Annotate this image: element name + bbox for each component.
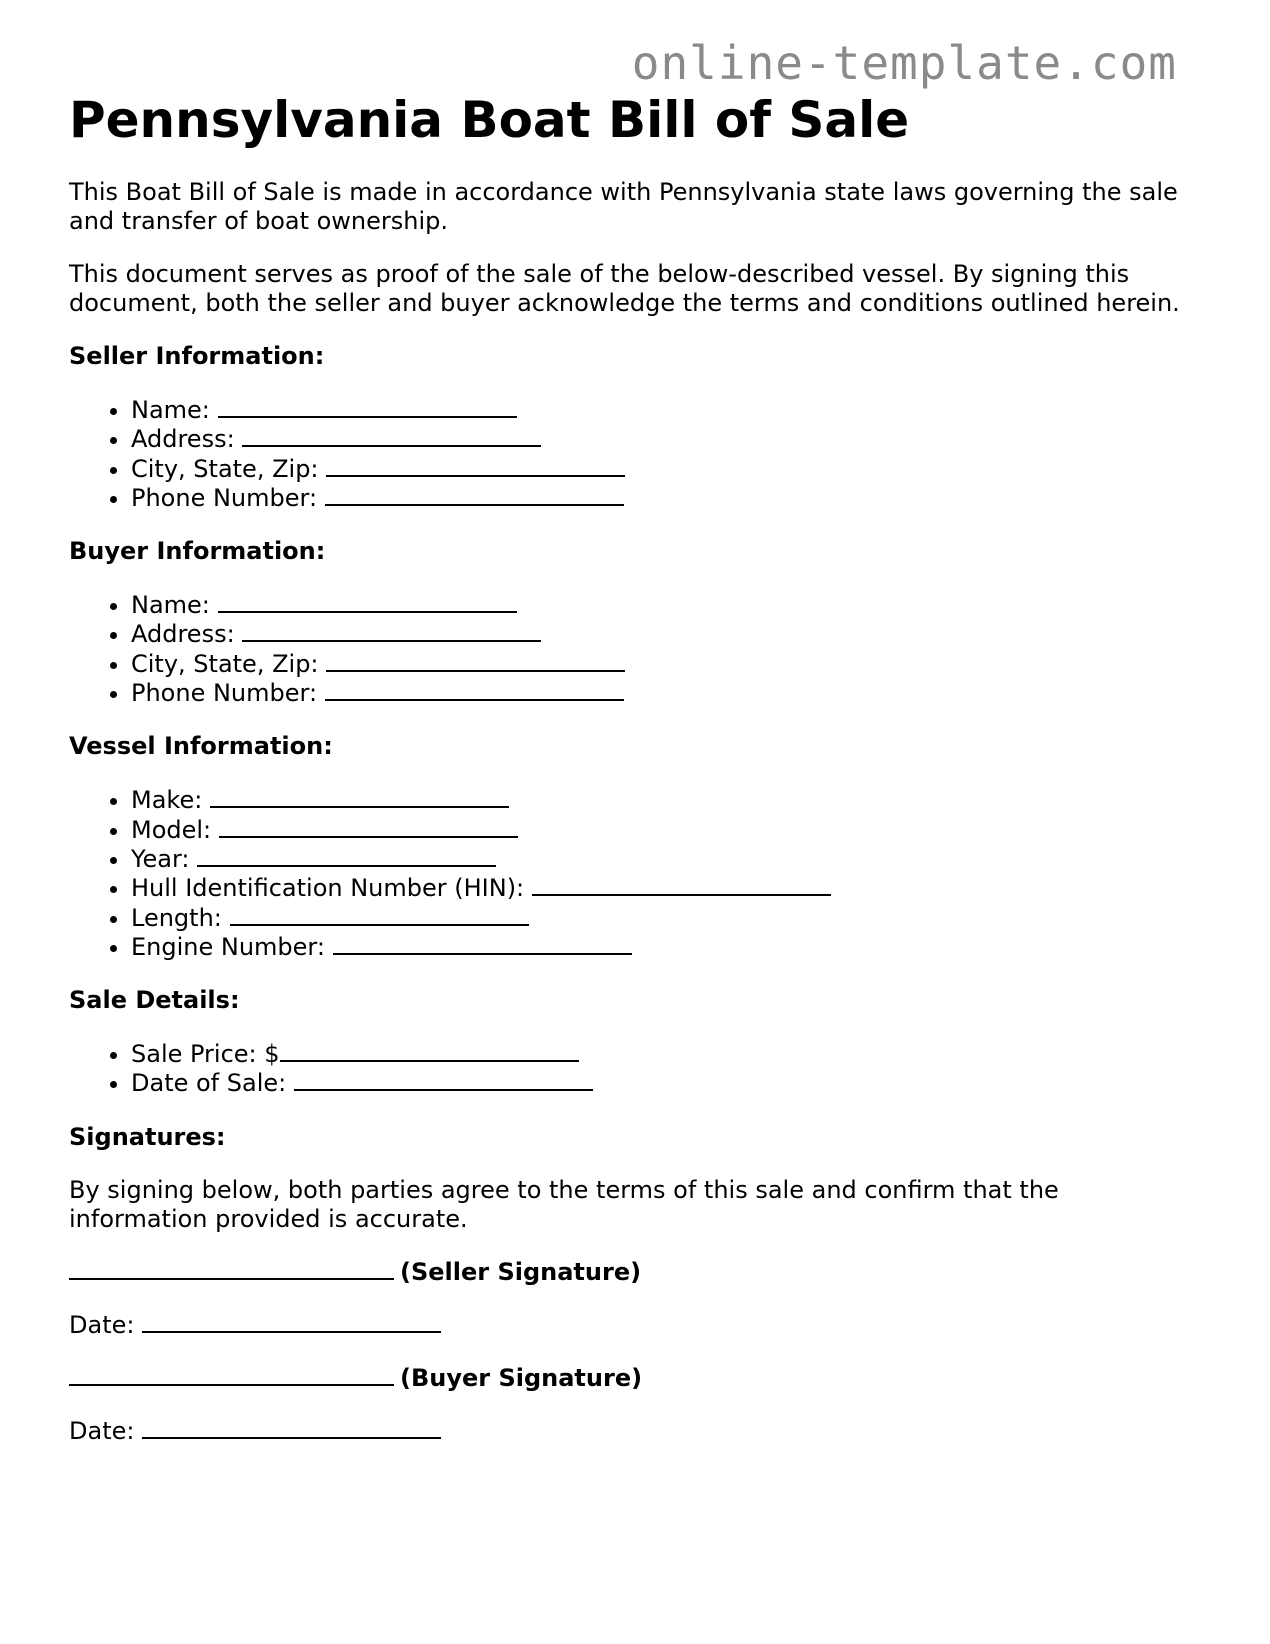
field-label: Phone Number: <box>131 679 318 708</box>
buyer-signature-line[interactable] <box>69 1364 394 1386</box>
vessel-length-field[interactable] <box>131 904 1189 933</box>
seller-signature-line[interactable] <box>69 1258 394 1280</box>
seller-field-list <box>69 396 1189 513</box>
seller-date-blank[interactable] <box>142 1311 441 1333</box>
seller-date-row[interactable] <box>69 1311 1189 1340</box>
seller-section-heading: Seller Information: <box>69 342 325 370</box>
vessel-field-list <box>69 786 1189 962</box>
intro-paragraph-2: This document serves as proof of the sale of the below-described vessel. By signing this document, both the seller and buyer acknowledge the terms and conditions outlined herein. <box>69 260 1180 317</box>
vessel-section-heading: Vessel Information: <box>69 732 333 761</box>
seller-signature-row[interactable] <box>69 1258 1189 1287</box>
seller-city-state-zip-field[interactable] <box>131 455 1189 484</box>
fill-in-blank[interactable] <box>242 620 541 642</box>
field-label: Engine Number: <box>131 932 325 961</box>
vessel-hin-field[interactable] <box>131 874 1189 903</box>
sale-price-field[interactable] <box>131 1040 1189 1069</box>
fill-in-blank[interactable] <box>242 425 541 447</box>
document-page <box>69 86 1189 1446</box>
intro-paragraph-1: This Boat Bill of Sale is made in accordance with Pennsylvania state laws governing the sale and transfer of boat ownership. <box>69 178 1178 235</box>
fill-in-blank[interactable] <box>326 455 625 477</box>
page-title: Pennsylvania Boat Bill of Sale <box>69 91 910 149</box>
sale-date-field[interactable] <box>131 1069 1189 1098</box>
fill-in-blank[interactable] <box>532 874 831 896</box>
field-label: Make: <box>131 786 203 815</box>
seller-phone-field[interactable] <box>131 484 1189 513</box>
buyer-phone-field[interactable] <box>131 679 1189 708</box>
fill-in-blank[interactable] <box>197 845 496 867</box>
seller-signature-label: (Seller Signature) <box>400 1257 642 1286</box>
fill-in-blank[interactable] <box>218 591 517 613</box>
vessel-year-field[interactable] <box>131 845 1189 874</box>
field-label: Name: <box>131 591 210 620</box>
fill-in-blank[interactable] <box>230 904 529 926</box>
fill-in-blank[interactable] <box>325 679 624 701</box>
sale-field-list <box>69 1040 1189 1099</box>
buyer-address-field[interactable] <box>131 620 1189 649</box>
fill-in-blank[interactable] <box>210 786 509 808</box>
fill-in-blank[interactable] <box>218 396 517 418</box>
buyer-name-field[interactable] <box>131 591 1189 620</box>
buyer-field-list <box>69 591 1189 708</box>
buyer-date-row[interactable] <box>69 1417 1189 1446</box>
vessel-make-field[interactable] <box>131 786 1189 815</box>
seller-name-field[interactable] <box>131 396 1189 425</box>
signatures-section-heading: Signatures: <box>69 1122 226 1151</box>
vessel-model-field[interactable] <box>131 816 1189 845</box>
buyer-section-heading: Buyer Information: <box>69 537 326 566</box>
buyer-city-state-zip-field[interactable] <box>131 650 1189 679</box>
fill-in-blank[interactable] <box>333 933 632 955</box>
buyer-signature-label: (Buyer Signature) <box>400 1363 643 1392</box>
field-label: Model: <box>131 815 212 844</box>
field-label: Length: <box>131 903 222 932</box>
field-label: Sale Price: $ <box>131 1040 280 1069</box>
field-label: City, State, Zip: <box>131 649 319 678</box>
field-label: Address: <box>131 620 235 649</box>
field-label: Hull Identification Number (HIN): <box>131 874 525 903</box>
date-label: Date: <box>69 1416 135 1445</box>
vessel-engine-number-field[interactable] <box>131 933 1189 962</box>
sale-section-heading: Sale Details: <box>69 986 240 1015</box>
buyer-date-blank[interactable] <box>142 1417 441 1439</box>
signatures-statement: By signing below, both parties agree to the terms of this sale and confirm that the information provided is accurate. <box>69 1175 1059 1233</box>
field-label: Date of Sale: <box>131 1069 287 1098</box>
field-label: City, State, Zip: <box>131 454 319 483</box>
fill-in-blank[interactable] <box>219 816 518 838</box>
fill-in-blank[interactable] <box>294 1069 593 1091</box>
seller-address-field[interactable] <box>131 425 1189 454</box>
field-label: Name: <box>131 396 210 424</box>
field-label: Phone Number: <box>131 483 318 512</box>
watermark: online-template.com <box>631 36 1177 90</box>
buyer-signature-row[interactable] <box>69 1364 1189 1393</box>
fill-in-blank[interactable] <box>280 1040 579 1062</box>
field-label: Year: <box>131 844 190 873</box>
date-label: Date: <box>69 1310 135 1339</box>
field-label: Address: <box>131 425 235 454</box>
fill-in-blank[interactable] <box>325 484 624 506</box>
fill-in-blank[interactable] <box>326 650 625 672</box>
